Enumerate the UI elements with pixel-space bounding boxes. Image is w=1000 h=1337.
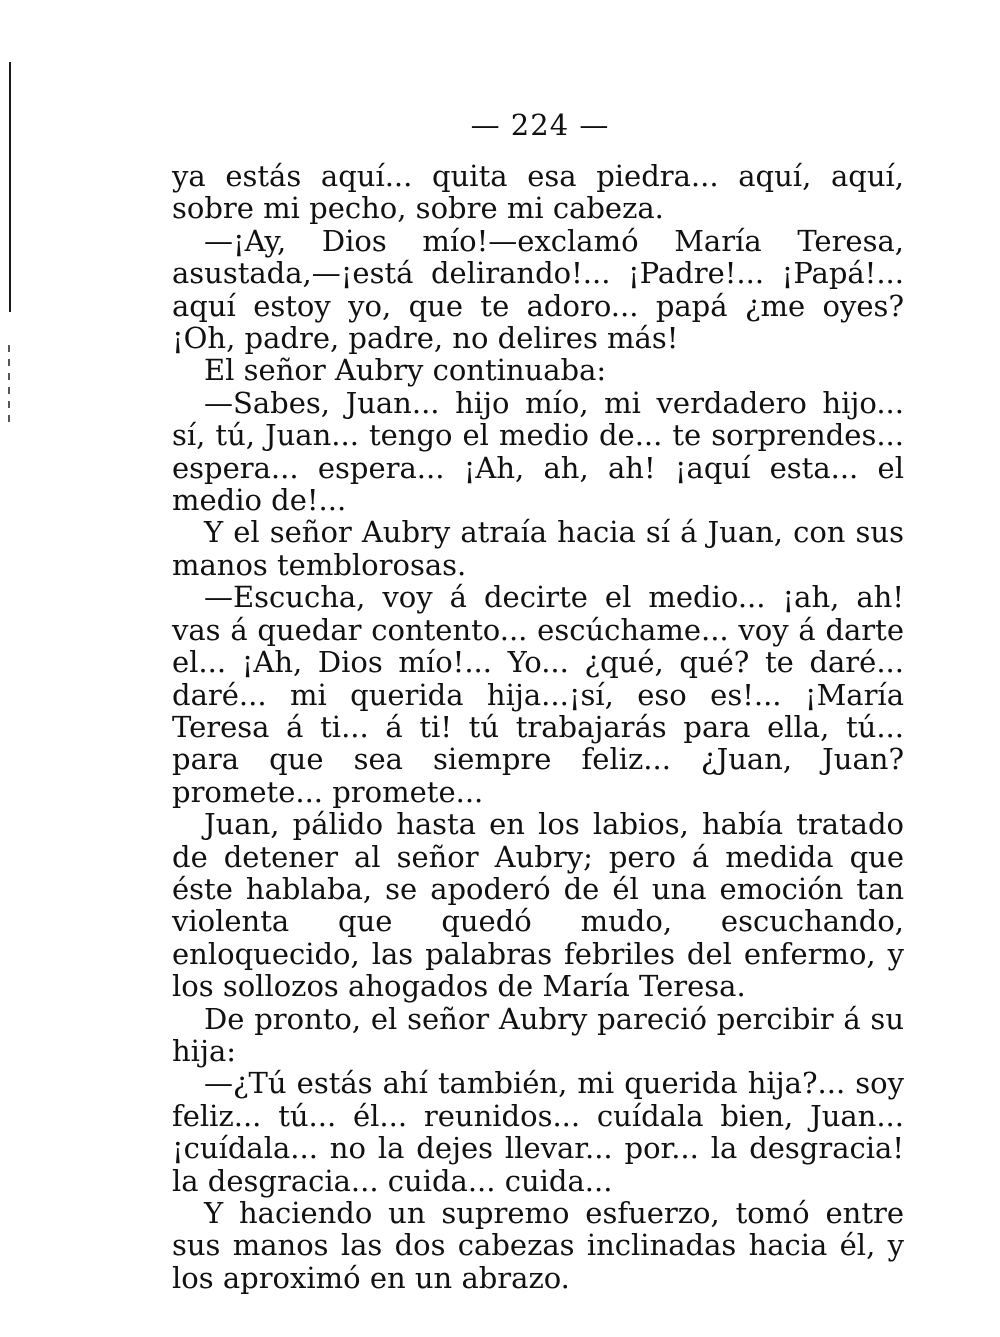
paragraph-4: —Sabes, Juan... hijo mío, mi verdadero hijo... sí, tú, Juan... tengo el medio de... te sorprendes... espera... espera... ¡Ah, ah, ah! ¡aquí esta... el medio de!... <box>172 385 904 518</box>
paragraph-9: —¿Tú estás ahí también, mi querida hija?... soy feliz... tú... él... reunidos... cuídala bien, Juan... ¡cuídala... no la dejes llevar... por... la desgracia! la desgracia... cuida... cuida... <box>172 1066 904 1198</box>
scan-edge-line <box>9 62 11 312</box>
paragraph-5: Y el señor Aubry atraía hacia sí á Juan, con sus manos temblorosas. <box>172 515 904 582</box>
paragraph-10: Y haciendo un supremo esfuerzo, tomó entre sus manos las dos cabezas inclinadas hacia él, y los aproximó en un abrazo. <box>172 1196 904 1295</box>
paragraph-7: Juan, pálido hasta en los labios, había tratado de detener al señor Aubry; pero á medida que éste hablaba, se apoderó de él una emoción tan violenta que quedó mudo, escuchando, enloquecido, las palabras febriles del enfermo, y los sollozos ahogados de María Teresa. <box>172 807 904 1004</box>
body-text <box>172 160 904 1294</box>
page-number: — 224 — <box>470 108 610 142</box>
paragraph-8: De pronto, el señor Aubry pareció percibir á su hija: <box>172 1001 904 1068</box>
scan-edge-dots <box>8 345 10 425</box>
paragraph-1: ya estás aquí... quita esa piedra... aquí, aquí, sobre mi pecho, sobre mi cabeza. <box>172 159 904 226</box>
paragraph-3: El señor Aubry continuaba: <box>204 353 607 388</box>
paragraph-2: —¡Ay, Dios mío!—exclamó María Teresa, asustada,—¡está delirando!... ¡Padre!... ¡Papá!... aquí estoy yo, que te adoro... papá ¿me oyes? ¡Oh, padre, padre, no delires más! <box>172 223 904 356</box>
paragraph-6: —Escucha, voy á decirte el medio... ¡ah, ah! vas á quedar contento... escúchame... voy á darte el... ¡Ah, Dios mío!... Yo... ¿qué, qué? te daré... daré... mi querida hija...¡sí, eso es!... ¡María Teresa á ti... á ti! tú trabajarás para ella, tú... para que sea siempre feliz... ¿Juan, Juan? promete... promete... <box>172 580 904 809</box>
